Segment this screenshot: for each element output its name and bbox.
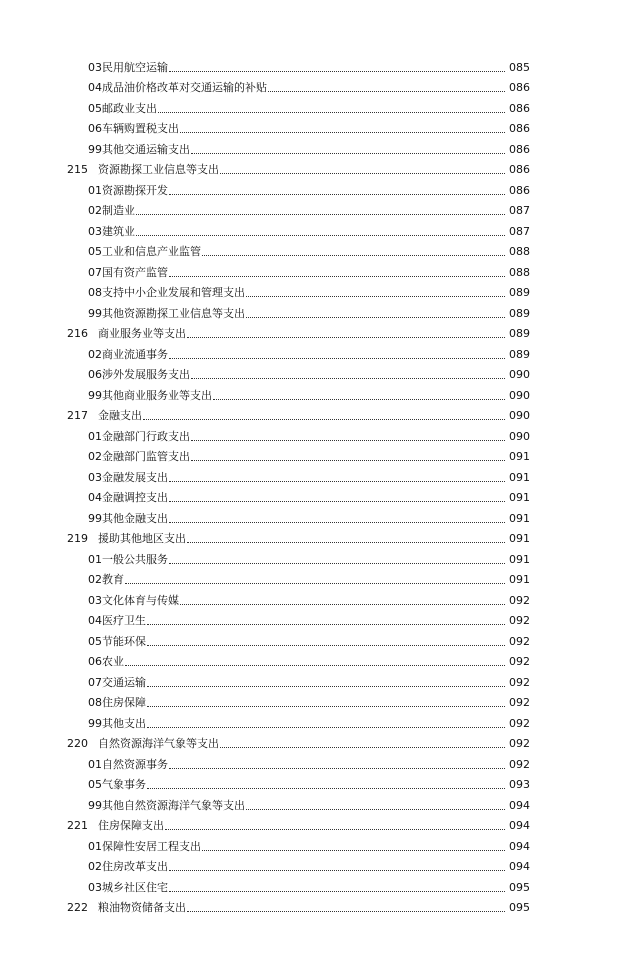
dot-leader bbox=[169, 481, 505, 482]
toc-page-number: 085 bbox=[509, 60, 530, 74]
toc-entry-title: 02制造业 bbox=[88, 204, 135, 217]
toc-section-entry[interactable] bbox=[0, 156, 627, 177]
toc-entry-title bbox=[67, 737, 219, 750]
toc-entry-title: 99其他金融支出 bbox=[88, 511, 168, 525]
toc-page-number: 094 bbox=[509, 860, 530, 873]
toc-page-number: 091 bbox=[509, 450, 530, 463]
toc-entry-title: 06车辆购置税支出 bbox=[88, 122, 179, 135]
toc-entry-title: 03民用航空运输 bbox=[88, 60, 168, 74]
toc-section-title: 住房保障支出 bbox=[98, 819, 164, 832]
dot-leader bbox=[147, 788, 505, 789]
toc-entry[interactable] bbox=[0, 463, 627, 484]
toc-page-number: 094 bbox=[509, 839, 530, 853]
dot-leader bbox=[169, 563, 505, 564]
dot-leader bbox=[158, 112, 505, 113]
toc-page-number: 092 bbox=[509, 737, 530, 750]
toc-entry-title: 05邮政业支出 bbox=[88, 101, 157, 115]
toc-section-code: 216 bbox=[67, 327, 88, 340]
dot-leader bbox=[143, 419, 505, 420]
table-of-contents bbox=[0, 53, 627, 914]
toc-entry-title: 07国有资产监管 bbox=[88, 265, 168, 279]
toc-page-number: 091 bbox=[509, 552, 530, 566]
toc-page-number: 086 bbox=[509, 101, 530, 115]
toc-entry-title: 04金融调控支出 bbox=[88, 491, 168, 504]
toc-section-entry[interactable] bbox=[0, 812, 627, 833]
toc-section-code: 221 bbox=[67, 819, 88, 832]
dot-leader bbox=[191, 440, 505, 441]
toc-entry-title: 01一般公共服务 bbox=[88, 552, 168, 566]
toc-entry-title bbox=[67, 327, 186, 340]
toc-entry[interactable] bbox=[0, 258, 627, 279]
toc-entry-title: 99其他商业服务业等支出 bbox=[88, 388, 212, 402]
toc-entry-title: 08住房保障 bbox=[88, 696, 146, 709]
toc-entry[interactable] bbox=[0, 771, 627, 792]
dot-leader bbox=[147, 686, 505, 687]
toc-page-number: 086 bbox=[509, 81, 530, 94]
toc-entry-title bbox=[67, 163, 219, 176]
toc-entry-title: 04医疗卫生 bbox=[88, 614, 146, 627]
toc-page-number: 087 bbox=[509, 204, 530, 217]
dot-leader bbox=[169, 71, 505, 72]
toc-entry-title: 02教育 bbox=[88, 573, 124, 586]
dot-leader bbox=[169, 891, 505, 892]
toc-section-title: 金融支出 bbox=[98, 409, 142, 422]
toc-page-number: 089 bbox=[509, 306, 530, 320]
dot-leader bbox=[187, 337, 505, 338]
toc-section-entry[interactable] bbox=[0, 320, 627, 341]
toc-entry[interactable] bbox=[0, 504, 627, 525]
toc-page-number: 091 bbox=[509, 573, 530, 586]
toc-page-number: 086 bbox=[509, 183, 530, 197]
toc-entry-title: 99其他资源勘探工业信息等支出 bbox=[88, 306, 245, 320]
toc-section-entry[interactable] bbox=[0, 730, 627, 751]
toc-page-number: 092 bbox=[509, 675, 530, 689]
toc-entry[interactable] bbox=[0, 709, 627, 730]
toc-section-code: 222 bbox=[67, 901, 88, 914]
toc-entry-title: 02金融部门监管支出 bbox=[88, 450, 190, 463]
dot-leader bbox=[147, 727, 505, 728]
toc-entry-title: 99其他交通运输支出 bbox=[88, 142, 190, 156]
toc-page-number: 094 bbox=[509, 798, 530, 812]
dot-leader bbox=[220, 173, 505, 174]
toc-entry-title: 04成品油价格改革对交通运输的补贴 bbox=[88, 81, 267, 94]
toc-entry-title: 03金融发展支出 bbox=[88, 470, 168, 484]
toc-entry[interactable] bbox=[0, 545, 627, 566]
dot-leader bbox=[191, 378, 505, 379]
dot-leader bbox=[147, 645, 505, 646]
dot-leader bbox=[187, 542, 505, 543]
toc-entry[interactable] bbox=[0, 668, 627, 689]
dot-leader bbox=[202, 255, 505, 256]
toc-entry[interactable] bbox=[0, 750, 627, 771]
toc-section-code: 219 bbox=[67, 532, 88, 545]
dot-leader bbox=[169, 194, 505, 195]
toc-page-number: 087 bbox=[509, 224, 530, 238]
toc-section-title: 援助其他地区支出 bbox=[98, 532, 186, 545]
toc-page-number: 088 bbox=[509, 245, 530, 258]
toc-entry[interactable] bbox=[0, 853, 627, 874]
dot-leader bbox=[180, 132, 505, 133]
toc-entry-title: 02商业流通事务 bbox=[88, 347, 168, 361]
dot-leader bbox=[180, 604, 505, 605]
toc-entry[interactable] bbox=[0, 340, 627, 361]
toc-page-number: 092 bbox=[509, 696, 530, 709]
toc-entry[interactable] bbox=[0, 217, 627, 238]
dot-leader bbox=[169, 870, 505, 871]
dot-leader bbox=[187, 911, 505, 912]
dot-leader bbox=[220, 747, 505, 748]
toc-entry[interactable] bbox=[0, 832, 627, 853]
toc-page-number: 089 bbox=[509, 347, 530, 361]
toc-entry-title: 01金融部门行政支出 bbox=[88, 429, 190, 443]
toc-entry[interactable] bbox=[0, 135, 627, 156]
dot-leader bbox=[169, 276, 505, 277]
toc-entry-title: 03建筑业 bbox=[88, 224, 135, 238]
toc-page-number: 086 bbox=[509, 122, 530, 135]
toc-page-number: 095 bbox=[509, 880, 530, 894]
toc-page-number: 088 bbox=[509, 265, 530, 279]
dot-leader bbox=[169, 501, 505, 502]
dot-leader bbox=[191, 153, 505, 154]
dot-leader bbox=[268, 91, 505, 92]
toc-section-title: 商业服务业等支出 bbox=[98, 327, 186, 340]
toc-page-number: 092 bbox=[509, 757, 530, 771]
dot-leader bbox=[147, 706, 505, 707]
dot-leader bbox=[169, 522, 505, 523]
toc-page-number: 091 bbox=[509, 470, 530, 484]
toc-page-number: 092 bbox=[509, 716, 530, 730]
toc-section-code: 220 bbox=[67, 737, 88, 750]
toc-entry[interactable] bbox=[0, 115, 627, 136]
toc-section-code: 217 bbox=[67, 409, 88, 422]
dot-leader bbox=[246, 296, 505, 297]
toc-entry-title bbox=[67, 532, 186, 545]
toc-entry[interactable] bbox=[0, 484, 627, 505]
toc-entry[interactable] bbox=[0, 873, 627, 894]
toc-section-entry[interactable] bbox=[0, 402, 627, 423]
toc-entry[interactable] bbox=[0, 361, 627, 382]
dot-leader bbox=[169, 768, 505, 769]
toc-entry-title: 06农业 bbox=[88, 655, 124, 668]
toc-page-number: 091 bbox=[509, 532, 530, 545]
toc-page-number: 092 bbox=[509, 593, 530, 607]
toc-page-number: 090 bbox=[509, 368, 530, 381]
toc-entry[interactable] bbox=[0, 791, 627, 812]
toc-page-number: 093 bbox=[509, 778, 530, 791]
toc-entry[interactable] bbox=[0, 627, 627, 648]
toc-entry[interactable] bbox=[0, 689, 627, 710]
toc-page-number: 091 bbox=[509, 491, 530, 504]
toc-page-number: 086 bbox=[509, 142, 530, 156]
dot-leader bbox=[165, 829, 505, 830]
toc-entry[interactable] bbox=[0, 94, 627, 115]
toc-page-number: 092 bbox=[509, 655, 530, 668]
dot-leader bbox=[202, 850, 505, 851]
toc-entry-title bbox=[67, 409, 142, 422]
toc-page-number: 091 bbox=[509, 511, 530, 525]
toc-section-code: 215 bbox=[67, 163, 88, 176]
dot-leader bbox=[213, 399, 505, 400]
toc-page-number: 095 bbox=[509, 901, 530, 914]
toc-section-title: 资源勘探工业信息等支出 bbox=[98, 163, 219, 176]
toc-entry-title: 05节能环保 bbox=[88, 634, 146, 648]
dot-leader bbox=[136, 235, 505, 236]
dot-leader bbox=[191, 460, 505, 461]
dot-leader bbox=[169, 358, 505, 359]
toc-entry[interactable] bbox=[0, 176, 627, 197]
toc-entry-title: 02住房改革支出 bbox=[88, 860, 168, 873]
toc-entry-title: 06涉外发展服务支出 bbox=[88, 368, 190, 381]
toc-page-number: 086 bbox=[509, 163, 530, 176]
dot-leader bbox=[125, 665, 505, 666]
toc-entry[interactable] bbox=[0, 299, 627, 320]
toc-section-title: 自然资源海洋气象等支出 bbox=[98, 737, 219, 750]
toc-entry-title bbox=[67, 901, 186, 914]
toc-entry-title: 01自然资源事务 bbox=[88, 757, 168, 771]
toc-entry[interactable] bbox=[0, 74, 627, 95]
toc-entry[interactable] bbox=[0, 566, 627, 587]
dot-leader bbox=[136, 214, 505, 215]
toc-entry-title: 01资源勘探开发 bbox=[88, 183, 168, 197]
toc-entry[interactable] bbox=[0, 53, 627, 74]
toc-entry[interactable] bbox=[0, 607, 627, 628]
toc-entry[interactable] bbox=[0, 238, 627, 259]
toc-entry[interactable] bbox=[0, 381, 627, 402]
toc-entry-title: 05工业和信息产业监管 bbox=[88, 245, 201, 258]
dot-leader bbox=[246, 317, 505, 318]
dot-leader bbox=[147, 624, 505, 625]
toc-entry[interactable] bbox=[0, 648, 627, 669]
toc-page-number: 090 bbox=[509, 388, 530, 402]
toc-entry[interactable] bbox=[0, 586, 627, 607]
toc-page-number: 090 bbox=[509, 409, 530, 422]
toc-entry-title: 07交通运输 bbox=[88, 675, 146, 689]
toc-section-entry[interactable] bbox=[0, 525, 627, 546]
toc-entry-title: 99其他支出 bbox=[88, 716, 146, 730]
toc-section-title: 粮油物资储备支出 bbox=[98, 901, 186, 914]
dot-leader bbox=[246, 809, 505, 810]
toc-entry[interactable] bbox=[0, 197, 627, 218]
toc-entry[interactable] bbox=[0, 279, 627, 300]
toc-entry-title: 03文化体育与传媒 bbox=[88, 593, 179, 607]
toc-entry-title: 03城乡社区住宅 bbox=[88, 880, 168, 894]
toc-entry-title: 99其他自然资源海洋气象等支出 bbox=[88, 798, 245, 812]
toc-page-number: 090 bbox=[509, 429, 530, 443]
toc-entry-title: 08支持中小企业发展和管理支出 bbox=[88, 286, 245, 299]
toc-page-number: 092 bbox=[509, 614, 530, 627]
toc-entry-title: 05气象事务 bbox=[88, 778, 146, 791]
toc-entry-title bbox=[67, 819, 164, 832]
toc-entry[interactable] bbox=[0, 443, 627, 464]
toc-entry[interactable] bbox=[0, 422, 627, 443]
toc-entry-title: 01保障性安居工程支出 bbox=[88, 839, 201, 853]
dot-leader bbox=[125, 583, 505, 584]
toc-page-number: 089 bbox=[509, 327, 530, 340]
toc-page-number: 089 bbox=[509, 286, 530, 299]
toc-section-entry[interactable] bbox=[0, 894, 627, 915]
toc-page-number: 092 bbox=[509, 634, 530, 648]
toc-page-number: 094 bbox=[509, 819, 530, 832]
